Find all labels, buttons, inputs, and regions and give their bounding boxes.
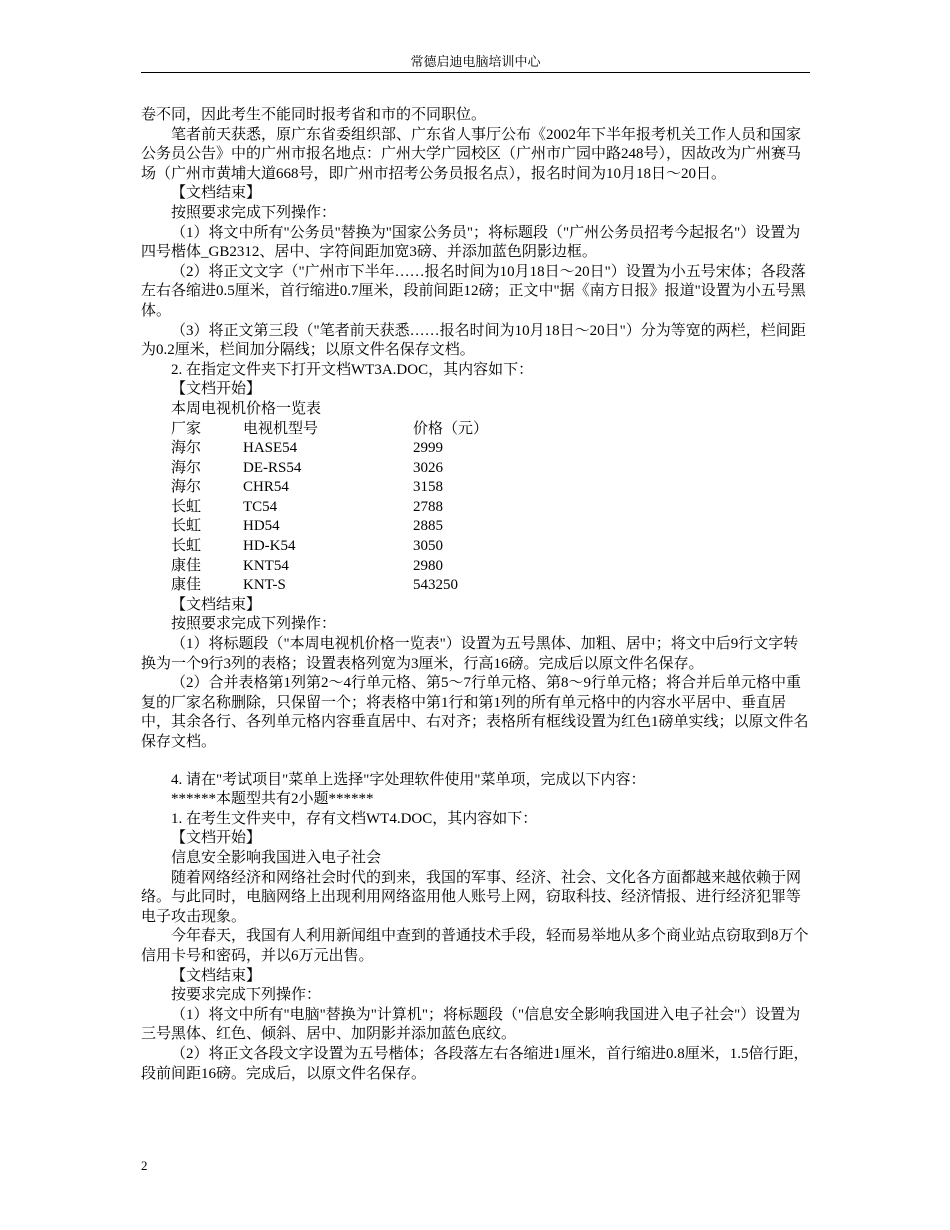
- table-cell: 3026: [413, 459, 443, 476]
- section-instructions-3: [141, 771, 810, 1085]
- table-cell: CHR54: [243, 479, 289, 496]
- table-row: [171, 459, 533, 479]
- table-cell: 3158: [413, 479, 443, 496]
- paragraph: 【文档结束】: [171, 967, 262, 984]
- page-number: 2: [141, 1158, 148, 1173]
- table-cell: HD54: [243, 518, 280, 535]
- tv-price-list: [171, 420, 533, 596]
- table-cell: 2999: [413, 440, 443, 457]
- table-row: [171, 537, 533, 557]
- table-cell: 价格（元）: [413, 420, 489, 437]
- paragraph: 本周电视机价格一览表: [171, 400, 322, 417]
- table-cell: HD-K54: [243, 538, 296, 555]
- table-cell: 海尔: [171, 440, 202, 457]
- header-divider: [141, 72, 810, 73]
- table-row: [171, 478, 533, 498]
- section-instructions-1: [141, 106, 810, 420]
- paragraph: 按照要求完成下列操作：: [171, 204, 337, 221]
- table-cell: 海尔: [171, 459, 202, 476]
- paragraph: 卷不同，因此考生不能同时报考省和市的不同职位。: [141, 107, 487, 123]
- blank-line: [141, 753, 810, 771]
- paragraph: 2. 在指定文件夹下打开文档WT3A.DOC，其内容如下：: [171, 361, 534, 378]
- paragraph: （1）将标题段（"本周电视机价格一览表"）设置为五号黑体、加粗、居中；将文中后9行文字转换为一个9行3列的表格；设置表格列宽为3厘米，行高16磅。完成后以原文件名保存。: [141, 636, 799, 672]
- table-row: [171, 557, 533, 577]
- paragraph: （2）合并表格第1列第2～4行单元格、第5～7行单元格、第8～9行单元格；将合并后单元格中重复的厂家名称删除，只保留一个；将表格中第1行和第1列的所有单元格中的内容水平居中、垂直居中，其余各行、各列单元格内容垂直居中、右对齐；表格所有框线设置为红色1磅单实线；以原文件名保存文档。: [141, 675, 809, 750]
- table-cell: 2980: [413, 557, 443, 574]
- table-row: [171, 517, 533, 537]
- paragraph: 笔者前天获悉，原广东省委组织部、广东省人事厅公布《2002年下半年报考机关工作人员和国家公务员公告》中的广州市报名地点：广州大学广园校区（广州市广园中路248号），因故改为广州赛马场（广州市黄埔大道668号，即广州市招考公务员报名点），报名时间为10月18日～20日。: [141, 126, 802, 182]
- paragraph: （3）将正文第三段（"笔者前天获悉……报名时间为10月18日～20日"）分为等宽的两栏，栏间距为0.2厘米，栏间加分隔线；以原文件名保存文档。: [141, 322, 806, 359]
- table-cell: 康佳: [171, 557, 202, 574]
- paragraph: 今年春天，我国有人利用新闻组中查到的普通技术手段，轻而易举地从多个商业站点窃取到8万个信用卡号和密码，并以6万元出售。: [141, 928, 809, 964]
- table-cell: 长虹: [171, 518, 202, 535]
- table-cell: HASE54: [243, 440, 298, 457]
- table-cell: 2885: [413, 518, 443, 535]
- table-cell: 厂家: [171, 420, 202, 437]
- table-header-row: [171, 420, 533, 440]
- table-cell: DE-RS54: [243, 459, 302, 476]
- table-row: [171, 498, 533, 518]
- table-cell: KNT54: [243, 557, 289, 574]
- table-row: [171, 576, 533, 596]
- paragraph: （1）将文中所有"公务员"替换为"国家公务员"；将标题段（"广州公务员招考今起报名"）设置为四号楷体_GB2312、居中、字符间距加宽3磅、并添加蓝色阴影边框。: [141, 224, 801, 261]
- table-cell: TC54: [243, 498, 278, 515]
- table-cell: 543250: [413, 577, 458, 594]
- table-cell: 长虹: [171, 538, 202, 555]
- paragraph: （2）将正文文字（"广州市下半年……报名时间为10月18日～20日"）设置为小五号宋体；各段落左右各缩进0.5厘米，首行缩进0.7厘米，段前间距12磅；正文中"据《南方日报》报道"设置为小五号黑体。: [141, 263, 806, 319]
- table-cell: 海尔: [171, 479, 202, 496]
- paragraph: 【文档结束】: [171, 185, 262, 202]
- page-header: 常德启迪电脑培训中心: [410, 54, 541, 69]
- table-cell: 3050: [413, 538, 443, 555]
- table-row: [171, 439, 533, 459]
- paragraph: 1. 在考生文件夹中，存有文档WT4.DOC，其内容如下：: [171, 810, 538, 827]
- paragraph: 按要求完成下列操作：: [171, 987, 322, 1004]
- paragraph: 按照要求完成下列操作：: [171, 616, 337, 633]
- paragraph: （2）将正文各段文字设置为五号楷体；各段落左右各缩进1厘米，首行缩进0.8厘米，1.5倍行距，段前间距16磅。完成后，以原文件名保存。: [141, 1045, 809, 1082]
- paragraph: 【文档结束】: [171, 596, 262, 613]
- section-instructions-2: [141, 596, 810, 753]
- table-cell: 康佳: [171, 577, 202, 594]
- paragraph: 随着网络经济和网络社会时代的到来，我国的军事、经济、社会、文化各方面都越来越依赖于网络。与此同时，电脑网络上出现利用网络盗用他人账号上网，窃取科技、经济情报、进行经济犯罪等电子攻击现象。: [141, 869, 802, 925]
- table-cell: KNT-S: [243, 577, 286, 594]
- table-cell: 长虹: [171, 498, 202, 515]
- paragraph: 信息安全影响我国进入电子社会: [171, 849, 382, 866]
- table-cell: 电视机型号: [243, 420, 319, 437]
- paragraph: 【文档开始】: [171, 830, 262, 847]
- document-body: [141, 106, 810, 1084]
- table-cell: 2788: [413, 498, 443, 515]
- paragraph: 【文档开始】: [171, 381, 262, 398]
- paragraph: 4. 请在"考试项目"菜单上选择"字处理软件使用"菜单项，完成以下内容：: [171, 771, 646, 788]
- paragraph: ******本题型共有2小题******: [171, 791, 374, 808]
- paragraph: （1）将文中所有"电脑"替换为"计算机"；将标题段（"信息安全影响我国进入电子社会"）设置为三号黑体、红色、倾斜、居中、加阴影并添加蓝色底纹。: [141, 1006, 801, 1043]
